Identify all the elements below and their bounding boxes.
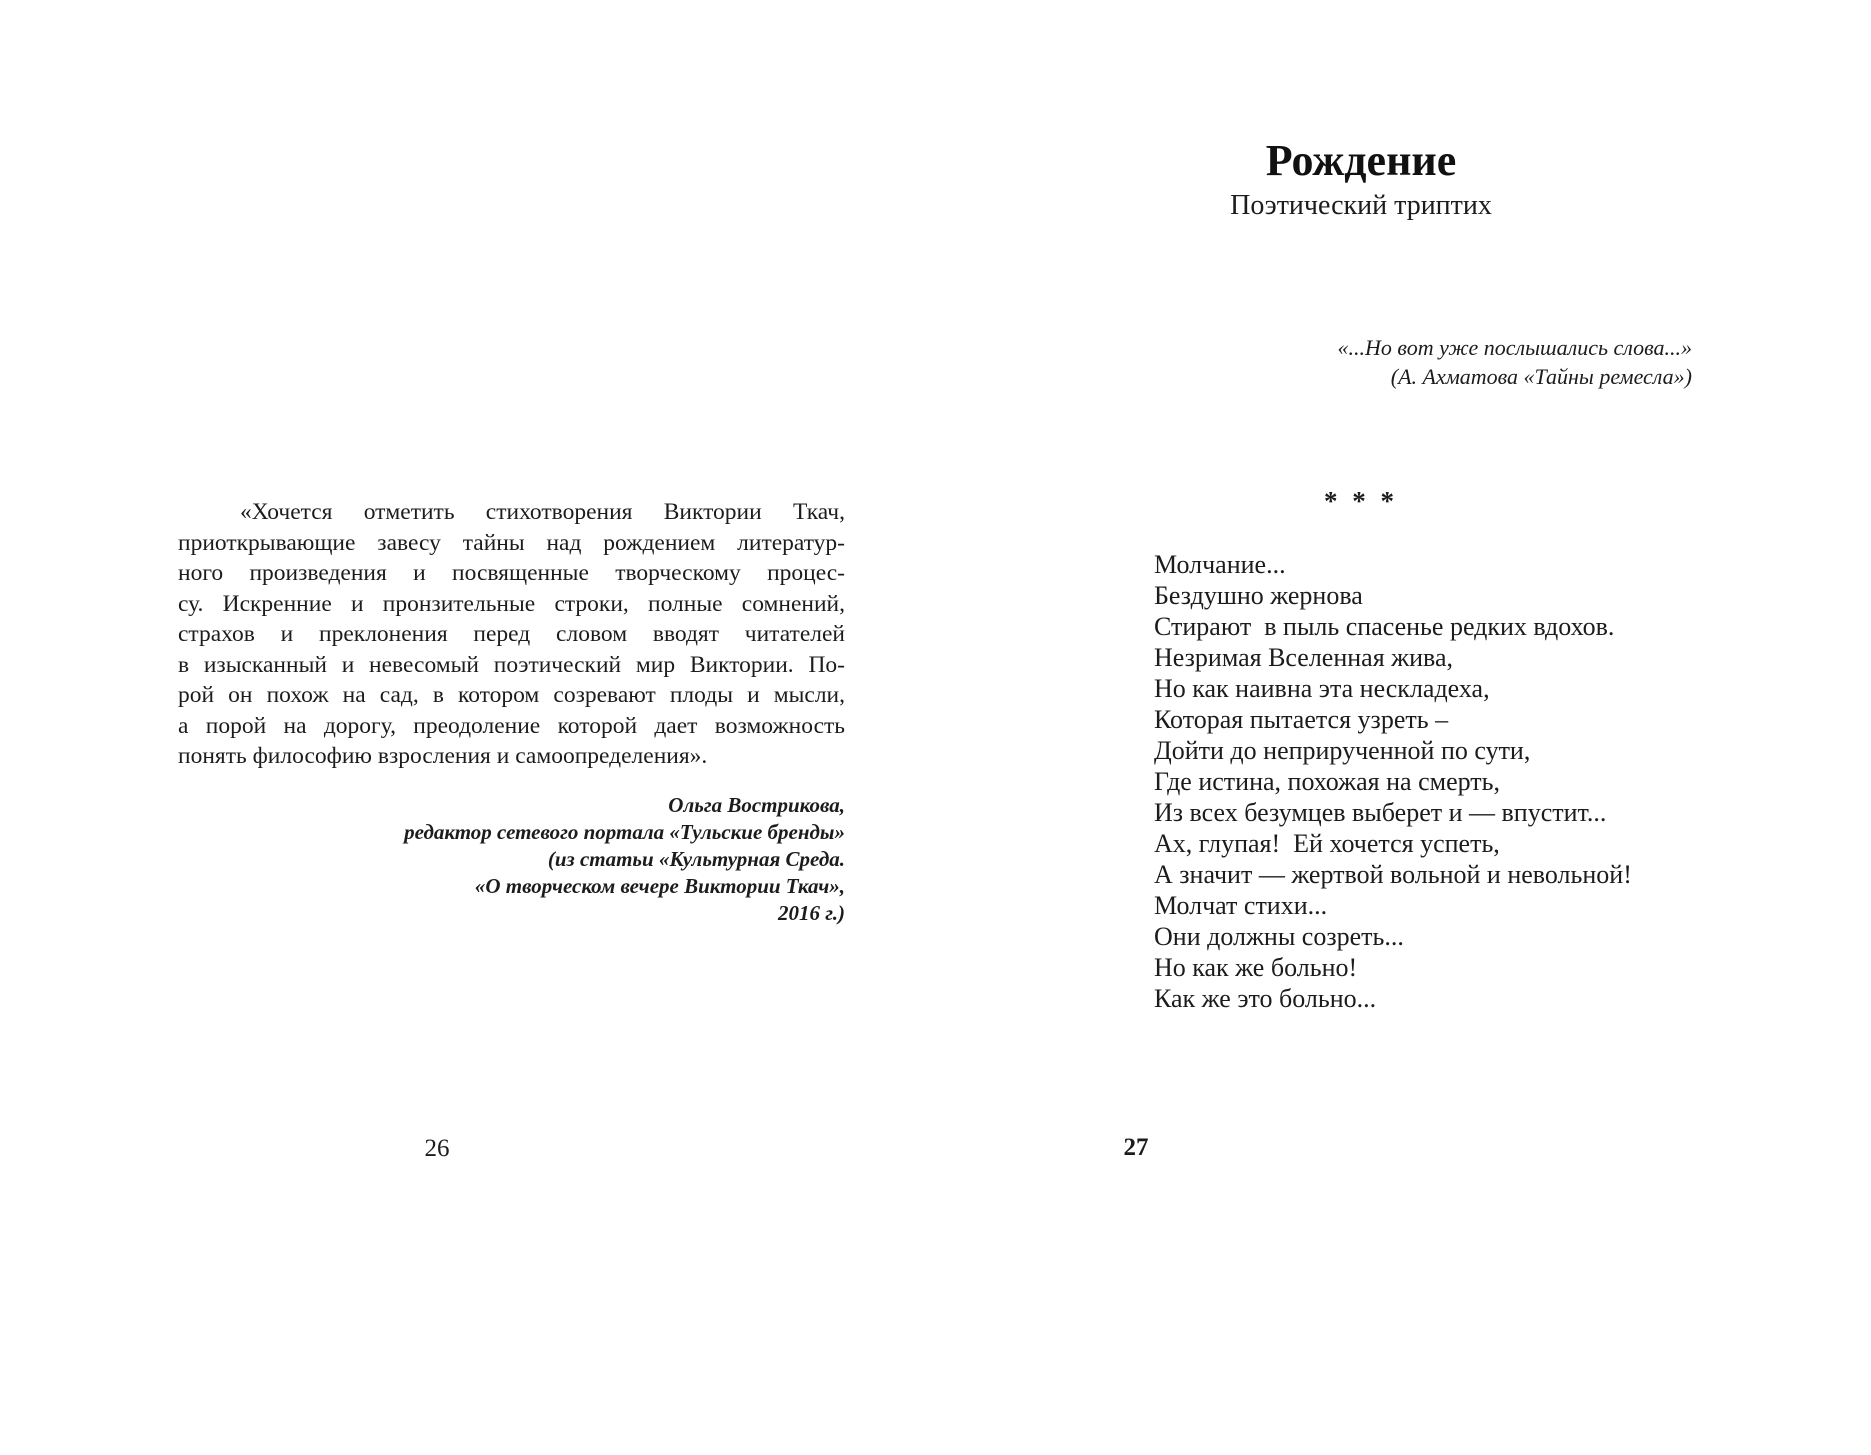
poem-line: Молчание... [1154, 550, 1286, 579]
attribution-line: (из статьи «Культурная Среда. [547, 847, 845, 871]
quote-line: «Хочется отметить стихотворения Виктории Ткач, [240, 499, 845, 525]
quote-line: рой он похож на сад, в котором созревают плоды и мысли, [178, 682, 845, 708]
section-marker: * * * [1324, 486, 1398, 516]
attribution-line: редактор сетевого портала «Тульские бренды» [404, 820, 845, 844]
quote-line: су. Искренние и пронзительные строки, полные сомнений, [178, 590, 845, 617]
attribution [245, 792, 845, 927]
poem-line: Где истина, похожая на смерть, [1154, 767, 1500, 796]
epigraph-line: (А. Ахматова «Тайны ремесла») [1390, 364, 1692, 389]
quote-line: приоткрывающие завесу тайны над рождением литератур- [178, 529, 845, 556]
attribution-line: «О творческом вечере Виктории Ткач», [474, 874, 845, 898]
poem-line: Но как наивна эта нескладеха, [1154, 674, 1490, 703]
poem-line: Как же это больно... [1154, 984, 1377, 1013]
page-subtitle: Поэтический триптих [1230, 190, 1492, 222]
quote-line: а порой на дорогу, преодоление которой дает возможность [178, 712, 845, 739]
poem [1154, 549, 1774, 1014]
poem-line: Но как же больно! [1154, 953, 1358, 982]
quote-line: понять философию взросления и самоопределения». [178, 743, 708, 769]
poem-line: А значит — жертвой вольной и невольной! [1154, 860, 1632, 889]
epigraph [1192, 333, 1692, 391]
poem-line: Незримая Вселенная жива, [1154, 643, 1454, 672]
poem-line: Стирают в пыль спасенье редких вдохов. [1154, 612, 1615, 641]
poem-line: Молчат стихи... [1154, 891, 1328, 920]
poem-line: Они должны созреть... [1154, 922, 1404, 951]
page-number-right: 27 [1123, 1134, 1149, 1161]
poem-line: Ах, глупая! Ей хочется успеть, [1154, 829, 1500, 858]
quote-line: страхов и преклонения перед словом вводят читателей [178, 621, 845, 647]
poem-line: Бездушно жернова [1154, 581, 1363, 610]
title-block [1061, 136, 1661, 222]
quote-line: в изысканный и невесомый поэтический мир Виктории. По- [178, 651, 845, 678]
epigraph-line: «...Но вот уже послышались слова...» [1337, 335, 1692, 360]
quote-paragraph [178, 497, 845, 772]
page-number-left: 26 [424, 1135, 450, 1162]
poem-line: Дойти до неприрученной по сути, [1154, 736, 1531, 765]
page-title: Рождение [1265, 136, 1457, 185]
attribution-line: Ольга Вострикова, [668, 793, 845, 817]
poem-line: Из всех безумцев выберет и — впустит... [1154, 798, 1607, 827]
attribution-line: 2016 г.) [778, 901, 845, 925]
quote-line: ного произведения и посвященные творческому процес- [178, 560, 845, 586]
poem-line: Которая пытается узреть – [1154, 705, 1449, 734]
